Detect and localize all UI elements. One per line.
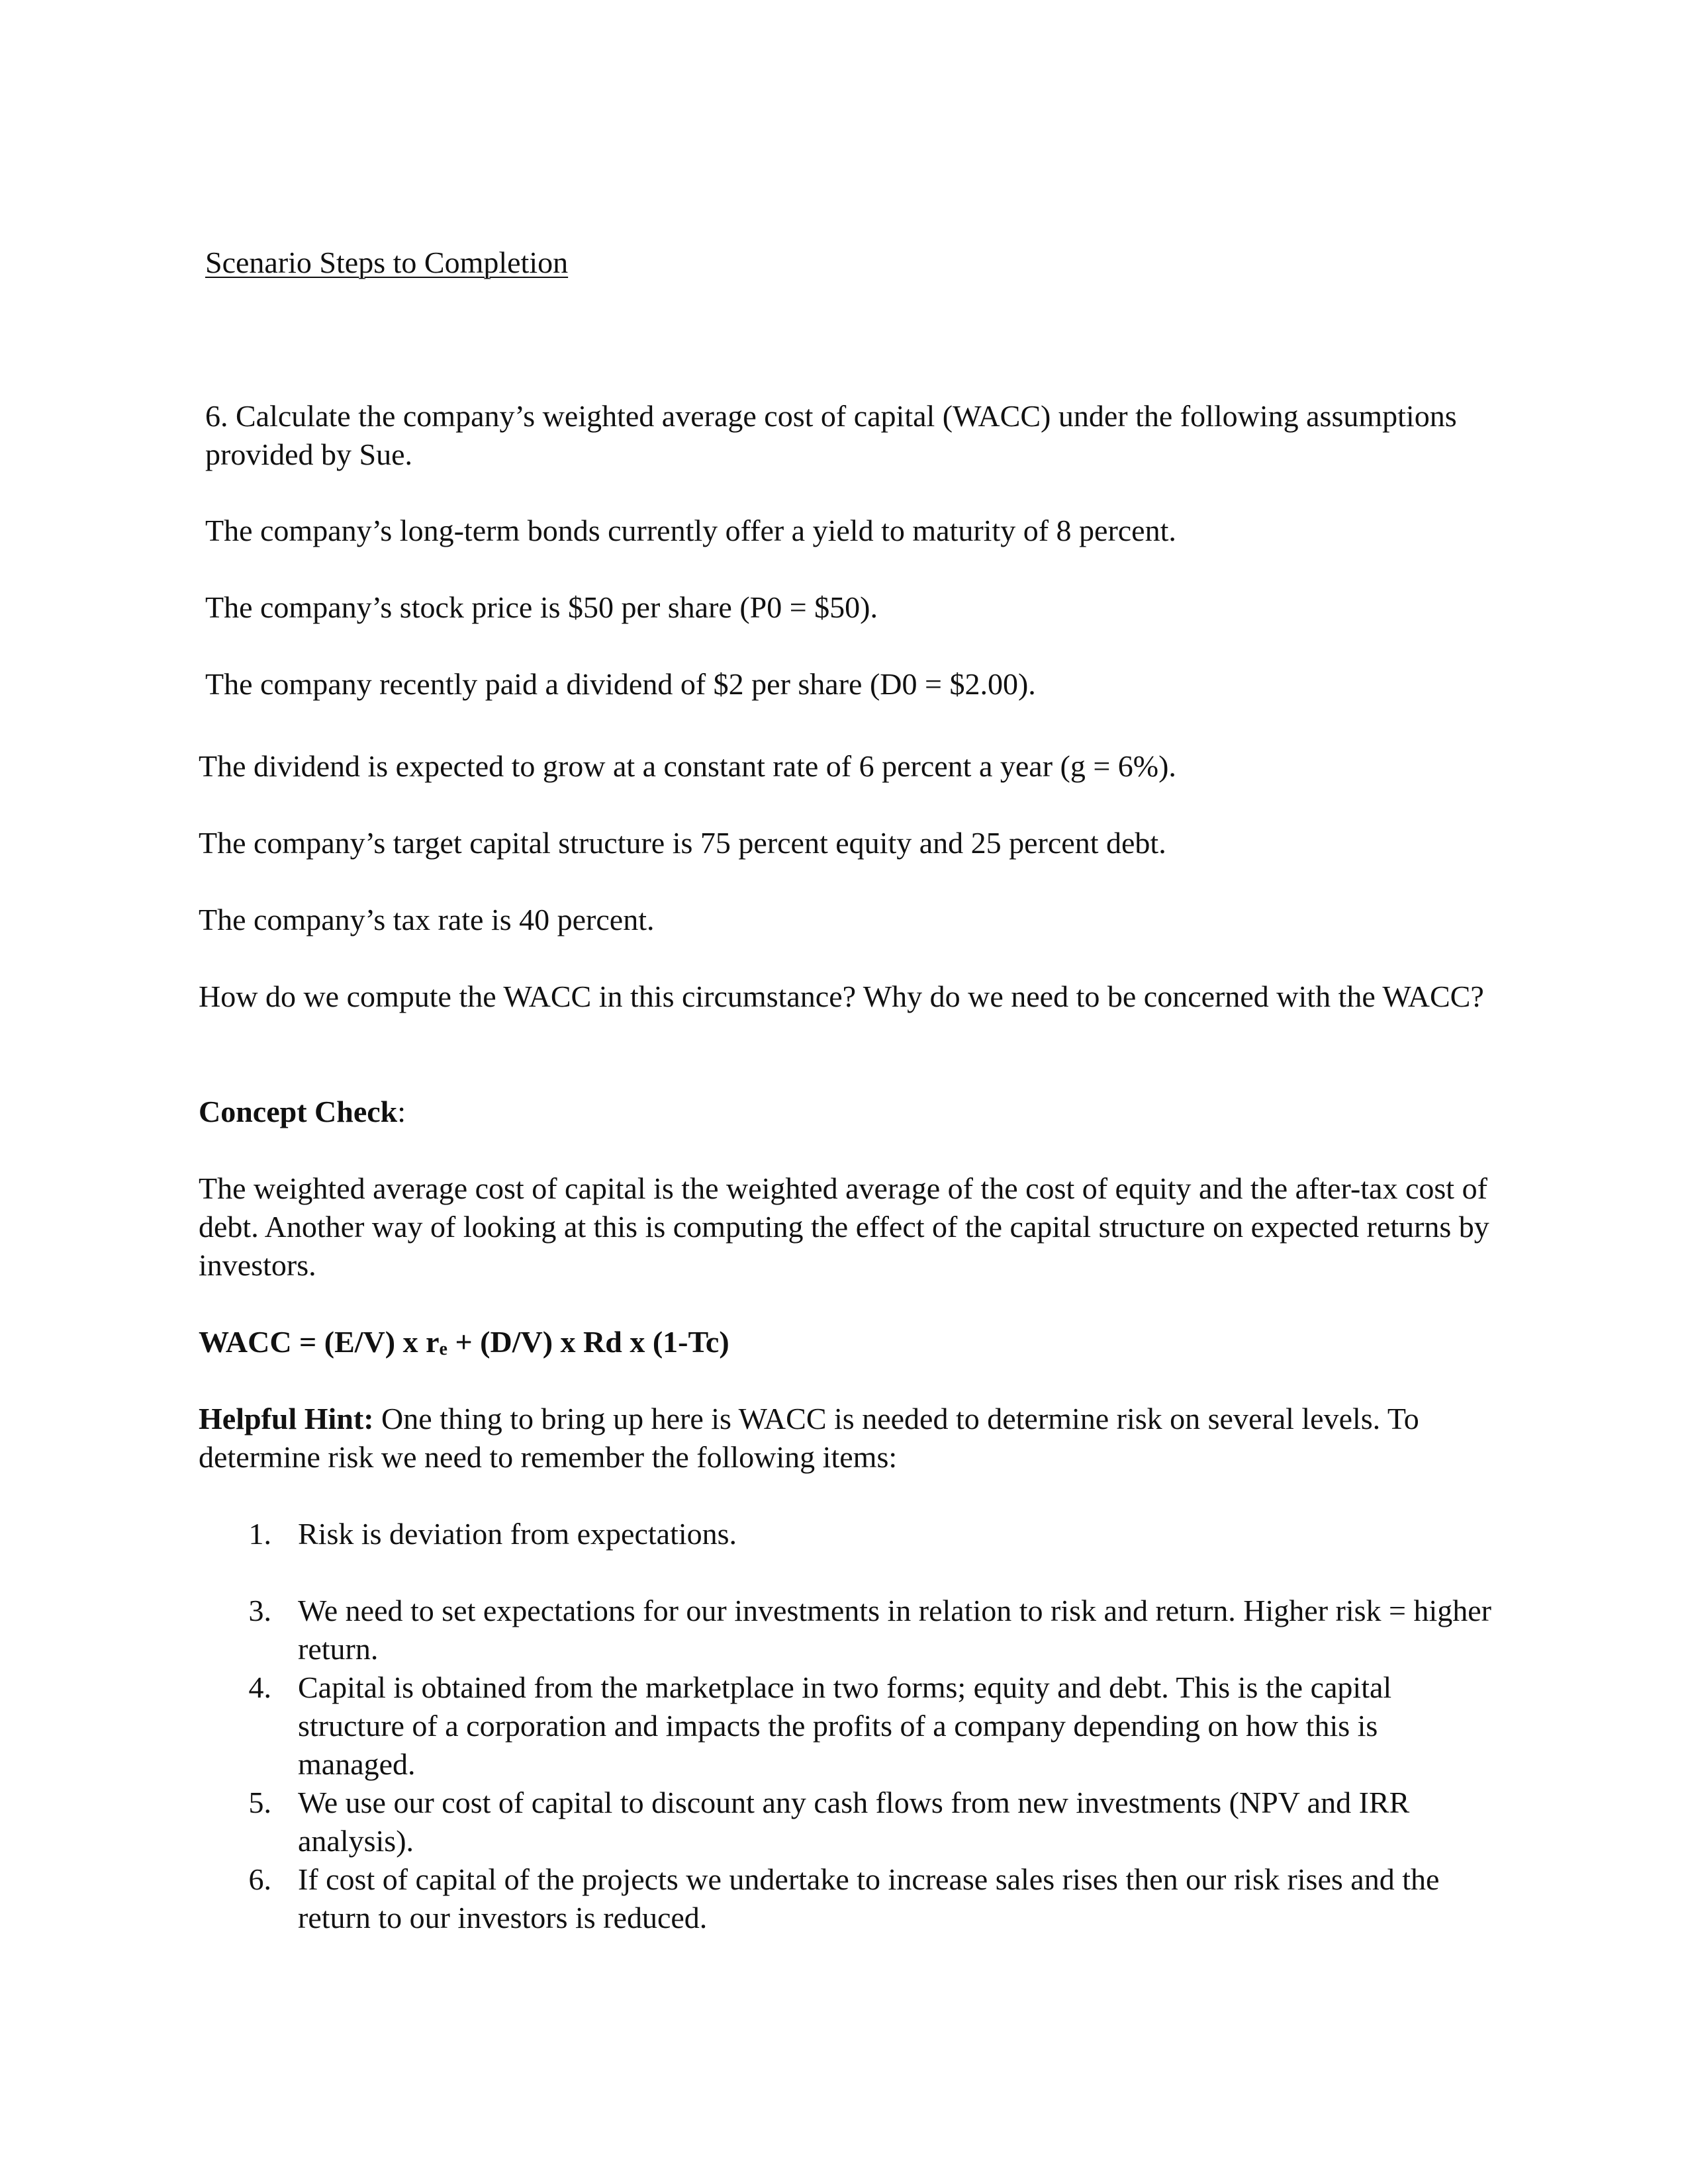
formula-left: WACC = (E/V) x r: [199, 1325, 440, 1359]
list-item-text: We use our cost of capital to discount any cash flows from new investments (NPV and IRR analysis).: [298, 1786, 1410, 1858]
formula-right: + (D/V) x Rd x (1-Tc): [447, 1325, 729, 1359]
list-item-text: Capital is obtained from the marketplace in two forms; equity and debt. This is the capital structure of a corporation and impacts the profits of a company depending on how this is managed.: [298, 1670, 1392, 1781]
list-item-text: If cost of capital of the projects we undertake to increase sales rises then our risk rises and the return to our investors is reduced.: [298, 1862, 1440, 1934]
assumption-capital-structure: The company’s target capital structure is 75 percent equity and 25 percent debt.: [199, 826, 1166, 860]
list-item: [238, 1515, 1496, 1553]
risk-list: [238, 1592, 1496, 1937]
list-item-number: 3.: [248, 1594, 271, 1627]
list-item-number: 6.: [248, 1862, 271, 1896]
assumption-growth-rate: The dividend is expected to grow at a constant rate of 6 percent a year (g = 6%).: [199, 749, 1176, 783]
helpful-hint-text: One thing to bring up here is WACC is needed to determine risk on several levels. To determine risk we need to remember the following items:: [199, 1402, 1419, 1474]
question-6: 6. Calculate the company’s weighted average cost of capital (WACC) under the following assumptions provided by Sue.: [205, 399, 1457, 471]
helpful-hint-label: Helpful Hint:: [199, 1402, 374, 1435]
formula-subscript: e: [439, 1339, 447, 1359]
list-item: [238, 1592, 1496, 1668]
helpful-hint: [199, 1400, 1496, 1477]
concept-check-label: Concept Check: [199, 1095, 398, 1128]
list-item-number: 4.: [248, 1670, 271, 1704]
list-item: [238, 1668, 1496, 1784]
assumption-tax-rate: The company’s tax rate is 40 percent.: [199, 903, 655, 936]
assumption-dividend: The company recently paid a dividend of $2 per share (D0 = $2.00).: [205, 667, 1036, 701]
list-item-number: 1.: [248, 1517, 271, 1551]
risk-list-first: [238, 1515, 1496, 1553]
list-item: [238, 1860, 1496, 1937]
assumption-stock-price: The company’s stock price is $50 per share (P0 = $50).: [205, 590, 878, 624]
list-item: [238, 1784, 1496, 1860]
wacc-question: How do we compute the WACC in this circumstance? Why do we need to be concerned with the WACC?: [199, 979, 1484, 1013]
concept-check-colon: :: [397, 1095, 406, 1128]
page-heading: Scenario Steps to Completion: [205, 246, 569, 279]
wacc-formula: [199, 1323, 729, 1361]
list-item-text: We need to set expectations for our investments in relation to risk and return. Higher risk = higher return.: [298, 1594, 1491, 1666]
concept-check-text: The weighted average cost of capital is the weighted average of the cost of equity and the after-tax cost of debt. Another way of looking at this is computing the effect of the capital structure on expected returns by investors.: [199, 1171, 1489, 1282]
list-item-number: 5.: [248, 1786, 271, 1819]
list-item-text: Risk is deviation from expectations.: [298, 1517, 737, 1551]
concept-check-heading: [199, 1093, 406, 1131]
assumption-bond-yield: The company’s long-term bonds currently offer a yield to maturity of 8 percent.: [205, 514, 1176, 547]
